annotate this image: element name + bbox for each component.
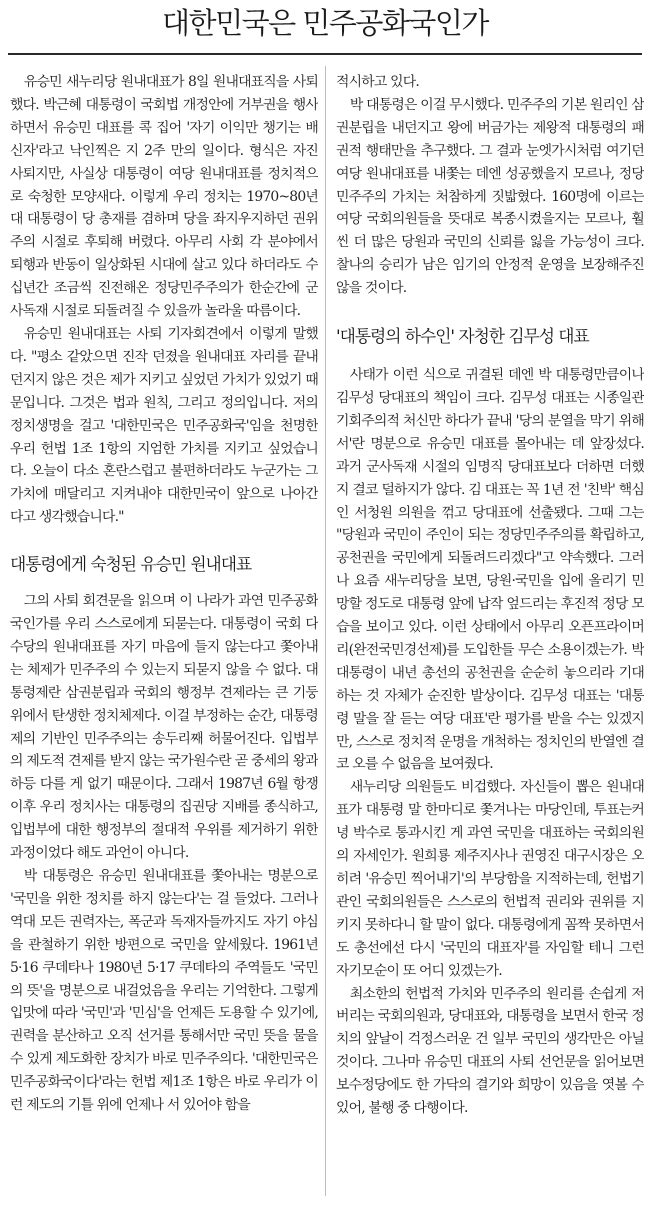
- subheading: 대통령에게 숙청된 유승민 원내대표: [10, 554, 252, 575]
- paragraph: 새누리당 의원들도 비겁했다. 자신들이 뽑은 원내대표가 대통령 말 한마디로 쫓겨나는 마당인데, 투표는커녕 박수로 통과시킨 게 과연 국민을 대표하는 국회의원의 자세인가. 원희룡 제주지사나 권영진 대구시장은 오히려 '유승민 찍어내기'의 부당함을 지적하는데, 헌법기관인 국회의원들은 스스로의 헌법적 권리와 권위를 지키지 못하다니 할 말이 없다. 대통령에게 꼼짝 못하면서도 총선에선 다시 '국민의 대표자'를 자임할 테니 그런 자기모순이 또 어디 있겠는가.: [336, 779, 644, 979]
- paragraph: 유승민 원내대표는 사퇴 기자회견에서 이렇게 말했다. "평소 같았으면 진작 던졌을 원내대표 자리를 끝내 던지지 않은 것은 제가 지키고 싶었던 가치가 있었기 때문입니다. 그것은 법과 원칙, 그리고 정의입니다. 저의 정치생명을 걸고 '대한민국은 민주공화국'임을 천명한 우리 헌법 1조 1항의 지엄한 가치를 지키고 싶었습니다. 오늘이 다소 혼란스럽고 불편하더라도 누군가는 그 가치에 매달리고 지켜내야 대한민국이 앞으로 나아간다고 생각했습니다.": [10, 325, 318, 526]
- subheading: '대통령의 하수인' 자청한 김무성 대표: [336, 326, 589, 347]
- paragraph: 박 대통령은 이걸 무시했다. 민주주의 기본 원리인 삼권분립을 내던지고 왕에 버금가는 제왕적 대통령의 패권적 행태만을 추구했다. 그 결과 눈엣가시처럼 여기던 여당 원내대표를 내쫓는 데엔 성공했을지 모르나, 정당민주주의 가치는 처참하게 짓밟혔다. 160명에 이르는 여당 국회의원들을 뜻대로 복종시켰을지는 모르나, 훨씬 더 많은 당원과 국민의 신뢰를 잃을 가능성이 크다. 찰나의 승리가 남은 임기의 안정적 운영을 보장해주진 않을 것이다.: [336, 96, 644, 297]
- paragraph: 박 대통령은 유승민 원내대표를 쫓아내는 명분으로 '국민을 위한 정치를 하지 않는다'는 걸 들었다. 그러나 역대 모든 권력자는, 폭군과 독재자들까지도 자기 야심을 관철하기 위한 방편으로 국민을 앞세웠다. 1961년 5·16 쿠데타나 1980년 5·17 쿠데타의 주역들도 '국민의 뜻'을 명분으로 내걸었음을 우리는 기억한다. 그렇게 입맛에 따라 '국민'과 '민심'을 언제든 도용할 수 있기에, 권력을 분산하고 오직 선거를 통해서만 국민 뜻을 물을 수 있게 제도화한 장치가 바로 민주주의다. '대한민국은 민주공화국이다'라는 헌법 제1조 1항은 바로 우리가 이런 제도의 기틀 위에 언제나 서 있어야 함을: [10, 868, 318, 1114]
- paragraph: 그의 사퇴 회견문을 읽으며 이 나라가 과연 민주공화국인가를 우리 스스로에게 되묻는다. 대통령이 국회 다수당의 원내대표를 자기 마음에 들지 않는다고 쫓아내는 체제가 민주주의 수 있는지 되묻지 않을 수 없다. 대통령제란 삼권분립과 국회의 행정부 견제라는 큰 기둥 위에서 탄생한 정치체제다. 이걸 부정하는 순간, 대통령제의 기반인 민주주의는 송두리째 허물어진다. 입법부의 제도적 견제를 받지 않는 국가원수란 곧 중세의 왕과 하등 다를 게 없기 때문이다. 그래서 1987년 6월 항쟁 이후 우리 정치사는 대통령의 집권당 지배를 종식하고, 입법부에 대한 행정부의 절대적 우위를 제거하기 위한 과정이었다 해도 과언이 아니다.: [10, 593, 318, 862]
- column-divider: [325, 66, 326, 1196]
- paragraph: 최소한의 헌법적 가치와 민주주의 원리를 손쉽게 저버리는 국회의원과, 당대표와, 대통령을 보면서 한국 정치의 앞날이 걱정스러운 건 일부 국민의 생각만은 아닐 것이다. 그나마 유승민 대표의 사퇴 선언문을 읽어보면 보수정당에도 한 가닥의 결기와 희망이 있음을 엿볼 수 있어, 불행 중 다행이다.: [336, 985, 644, 1117]
- paragraph: 유승민 새누리당 원내대표가 8일 원내대표직을 사퇴했다. 박근혜 대통령이 국회법 개정안에 거부권을 행사하면서 유승민 대표를 콕 집어 '자기 이익만 챙기는 배신자'라고 낙인찍은 지 2주 만의 일이다. 형식은 자진 사퇴지만, 사실상 대통령이 여당 원내대표를 정치적으로 숙청한 모양새다. 이렇게 우리 정치는 1970~80년대 대통령이 당 총재를 겸하며 당을 좌지우지하던 권위주의 시절로 후퇴해 버렸다. 아무리 사회 각 분야에서 퇴행과 반동이 일상화된 시대에 살고 있다 하더라도 수십년간 조금씩 진전해온 정당민주주의가 한순간에 군사독재 시절로 되돌려질 수 있을까 놀라울 따름이다.: [10, 74, 318, 320]
- right-column: [336, 71, 644, 1120]
- paragraph-continuation: 적시하고 있다.: [336, 74, 419, 90]
- headline-rule: [8, 53, 642, 55]
- left-column: [10, 71, 318, 1117]
- headline: 대한민국은 민주공화국인가: [162, 6, 488, 40]
- paragraph: 사태가 이런 식으로 귀결된 데엔 박 대통령만큼이나 김무성 당대표의 책임이 크다. 김무성 대표는 시종일관 기회주의적 처신만 하다가 끝내 '당의 분열을 막기 위해서'란 명분으로 유승민 대표를 몰아내는 데 앞장섰다. 과거 군사독재 시절의 임명직 당대표보다 더하면 더했지 결코 덜하지가 않다. 김 대표는 꼭 1년 전 '친박' 핵심인 서청원 의원을 꺾고 당대표에 선출됐다. 그때 그는 "당원과 국민이 주인이 되는 정당민주주의를 확립하고, 공천권을 국민에게 되돌려드리겠다"고 약속했다. 그러나 요즘 새누리당을 보면, 당원·국민을 입에 올리기 민망할 정도로 대통령 앞에 납작 엎드리는 후진적 정당 모습을 보이고 있다. 이런 상태에서 아무리 오픈프라이머리(완전국민경선제)를 도입한들 무슨 소용이겠는가. 박 대통령이 내년 총선의 공천권을 순순히 놓으리라 기대하는 것 자체가 순진한 발상이다. 김무성 대표는 '대통령 말을 잘 듣는 여당 대표'란 평가를 받을 수는 있겠지만, 스스로 정치적 운명을 개척하는 정치인의 반열엔 결코 오를 수 없음을 보여줬다.: [336, 367, 644, 773]
